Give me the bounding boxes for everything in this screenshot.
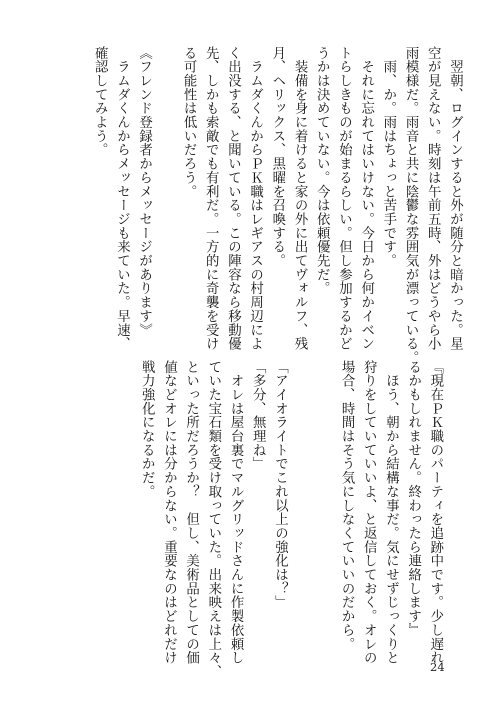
text-line: ラムダくんからＰＫ職はレギアスの村周辺によ xyxy=(247,46,263,351)
text-line: る可能性は低いだろう。 xyxy=(181,46,197,199)
text-line: オレは屋台裏でマルグリッドさんに作製依頼し xyxy=(228,360,244,665)
text-line: 月、ヘリックス、黒曜を召喚する。 xyxy=(269,46,285,268)
page-number: 24 xyxy=(430,660,445,674)
text-line: 翌朝、ログインすると外が随分と暗かった。星 xyxy=(447,46,463,351)
dialogue-line: 「アイオライトでこれ以上の強化は？」 xyxy=(272,360,288,610)
text-line: 場合、時間はそう気にしなくていいのだから。 xyxy=(339,360,355,651)
blank-line xyxy=(290,360,312,660)
system-message-line: 《フレンド登録者からメッセージがあります》 xyxy=(136,46,152,337)
text-line: 狩りをしていていいよ、と返信しておく。オレの xyxy=(361,360,377,665)
text-line: 雨、か。雨はちょっと苦手です。 xyxy=(380,46,396,268)
text-line: 戦力強化になるかだ。 xyxy=(139,360,155,499)
text-line: 値などオレには分からない。重要なのはどれだけ xyxy=(161,360,177,665)
text-line: トらしきものが始まるらしい。但し参加するかど xyxy=(336,46,352,351)
text-line: 確認してみよう。 xyxy=(92,46,108,157)
text-line: 空が見えない。時刻は午前五時、外はどうやら小 xyxy=(425,46,441,351)
upper-text-block xyxy=(88,46,465,365)
blank-line xyxy=(155,46,177,346)
text-line: といった所だろうか？ 但し、美術品としての価 xyxy=(183,360,199,665)
message-quote-line: るかもしれません。終わったら連絡します』 xyxy=(405,360,421,637)
text-line: ラムダくんからメッセージも来ていた。早速、 xyxy=(114,46,130,351)
text-line: く出没する、と聞いている。この陣容なら移動優 xyxy=(225,46,241,351)
text-line: ていた宝石類を受け取っていた。出来映えは上々、 xyxy=(205,360,221,679)
text-line: 雨模様だ。雨音と共に陰鬱な雰囲気が漂っている。 xyxy=(403,46,419,365)
text-line: 先、しかも索敵でも有利だ。一方的に奇襲を受け xyxy=(203,46,219,351)
text-line: 装備を身に着けると家の外に出てヴォルフ、残 xyxy=(292,46,308,351)
blank-line xyxy=(313,360,335,660)
dialogue-line: 「多分、無理ね」 xyxy=(250,360,266,471)
message-quote-line: 『現在ＰＫ職のパーティを追跡中です。少し遅れ xyxy=(427,360,443,665)
text-line: それに忘れてはいけない。今日から何かイベン xyxy=(358,46,374,351)
text-line: ほう、朝から結構な事だ。気にせずじっくりと xyxy=(383,360,399,665)
text-line: うかは決めていない。今は依頼優先だ。 xyxy=(314,46,330,296)
